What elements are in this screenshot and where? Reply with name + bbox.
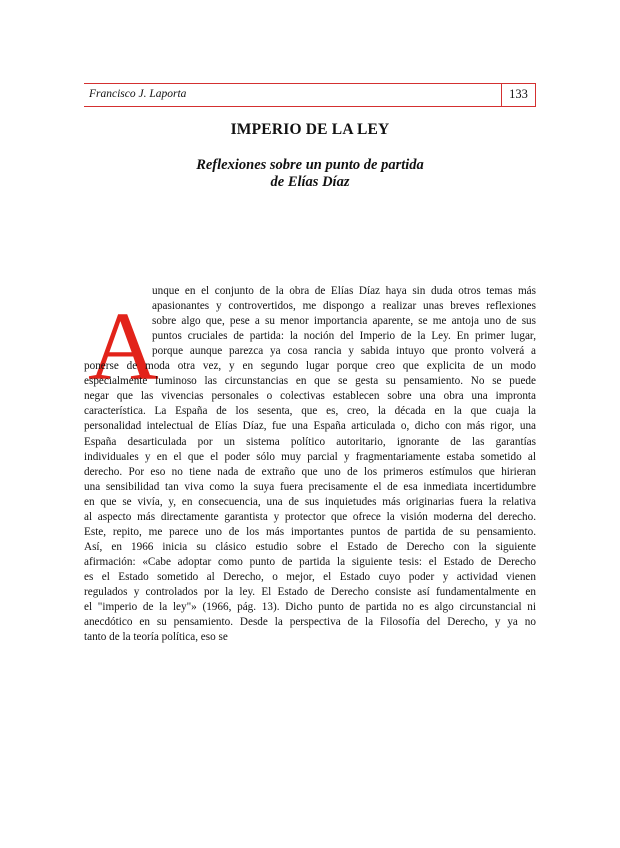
body-line: ponerse de moda otra vez, y en segundo lugar porque creo que explicita de un modo — [84, 360, 536, 373]
subtitle-line-2: de Elías Díaz — [270, 174, 350, 190]
subtitle-line-1: Reflexiones sobre un punto de partida — [196, 157, 424, 173]
drop-cap: A — [88, 293, 159, 401]
running-header-author: Francisco J. Laporta — [89, 88, 187, 100]
body-line: puntos cruciales de partida: la noción del Imperio de la Ley. En primer lugar, — [152, 330, 536, 343]
body-line: España desarticulada por un sistema político autoritario, ignorante de las garantías — [84, 435, 536, 448]
body-line: negar que las vivencias personales o colectivas establecen sobre una obra una impronta — [84, 390, 536, 403]
body-line: sobre algo que, pese a su menor importancia aparente, se me antoja uno de sus — [152, 315, 536, 328]
body-line: el "imperio de la ley"» (1966, pág. 13). Dicho punto de partida no es algo circunstancial ni — [84, 601, 536, 614]
article-title: IMPERIO DE LA LEY — [230, 121, 390, 138]
page-number: 133 — [509, 87, 528, 101]
body-line: es el Estado sometido al Derecho, o mejor, el Estado cuyo poder y actividad vienen — [84, 570, 536, 583]
body-line: regulados y controlados por la ley. El Estado de Derecho consiste así fundamentalmente en — [84, 586, 536, 598]
body-line: anecdótico en su pensamiento. Desde la perspectiva de la Filosofía del Derecho, y ya no — [84, 616, 536, 629]
body-line: porque aunque parezca ya cosa rancia y sabida intuyo que pronto volverá a — [152, 345, 536, 358]
body-line: afirmación: «Cabe adoptar como punto de partida la siguiente tesis: el Estado de Derecho — [84, 555, 536, 568]
body-line: derecho. Por eso no tiene nada de extraño que uno de los primeros estímulos que hirieran — [84, 465, 536, 478]
body-line: en que se vivía, y, en consecuencia, una de sus inquietudes más originarias fuera la relativa — [84, 495, 536, 508]
body-line: unque en el conjunto de la obra de Elías Díaz haya sin duda otros temas más — [152, 285, 536, 297]
body-line: Así, en 1966 inicia su clásico estudio sobre el Estado de Derecho con la siguiente — [84, 540, 536, 553]
body-line: tanto de la teoría política, eso se — [84, 631, 228, 644]
body-line: al aspecto más directamente garantista y protector que ofrece la visión moderna del derecho. — [84, 510, 536, 523]
header-bottom-rule — [84, 106, 536, 107]
body-line: personalidad intelectual de Elías Díaz, fue una España articulada o, dicho con más rigor, una — [84, 420, 536, 433]
body-line: apasionantes y controvertidos, me dispongo a realizar unas breves reflexiones — [152, 300, 536, 313]
body-line: Este, repito, me parece uno de los más importantes puntos de partida de su pensamiento. — [84, 525, 536, 538]
body-line: individuales y en el que el poder sólo muy parcial y fragmentariamente estaba sometido al — [84, 450, 536, 463]
body-line: especialmente luminoso las circunstancias en que se gesta su pensamiento. No se puede — [84, 375, 536, 388]
body-line: característica. La España de los sesenta, que es, creo, la década en la que cuaja la — [84, 405, 536, 418]
header-top-rule — [84, 83, 536, 84]
article-subtitle — [84, 157, 536, 191]
body-line: una sensibilidad tan viva como la suya fuera precisamente el de esa inmediata incertidumbre — [84, 480, 536, 493]
